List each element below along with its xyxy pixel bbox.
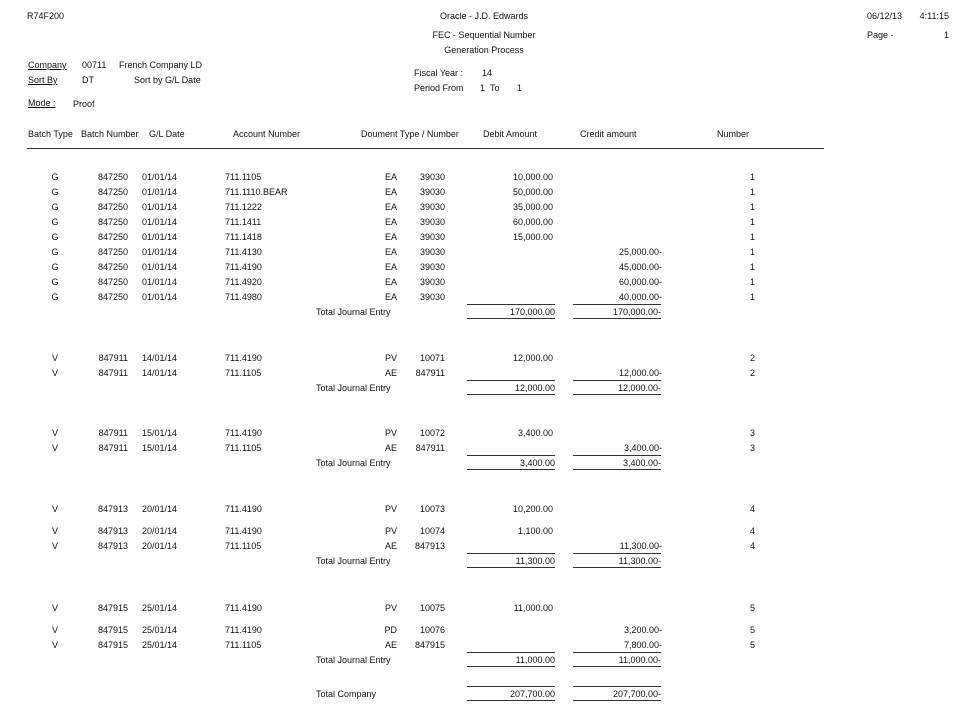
row-document-number: 10076 xyxy=(419,625,445,635)
mode-label: Mode : xyxy=(28,98,56,108)
col-account-number: Account Number xyxy=(233,129,301,139)
row-batch-number: 847250 xyxy=(97,172,128,182)
row-account-number: 711.1222 xyxy=(225,202,262,212)
row-gl-date: 01/01/14 xyxy=(142,277,178,287)
row-debit-amount: 15,000.00 xyxy=(512,232,553,242)
row-batch-number: 847911 xyxy=(98,428,128,438)
report-time: 4:11:15 xyxy=(919,11,949,21)
row-batch-number: 847915 xyxy=(97,640,128,650)
row-sequence-number: 1 xyxy=(749,262,755,272)
row-credit-amount: 40,000.00- xyxy=(618,292,662,302)
row-batch-type: G xyxy=(51,202,59,212)
row-batch-type: V xyxy=(51,541,58,551)
row-debit-amount: 3,400.00 xyxy=(517,428,553,438)
col-gl-date: G/L Date xyxy=(149,129,185,139)
row-batch-number: 847250 xyxy=(97,247,128,257)
row-account-number: 711.1411 xyxy=(225,217,262,227)
row-sequence-number: 4 xyxy=(749,526,755,536)
row-sequence-number: 1 xyxy=(749,292,755,302)
row-document-number: 39030 xyxy=(419,247,445,257)
row-document-number: 847911 xyxy=(415,368,445,378)
row-sequence-number: 5 xyxy=(749,625,755,635)
row-gl-date: 01/01/14 xyxy=(142,202,178,212)
row-batch-number: 847250 xyxy=(97,292,128,302)
sort-label: Sort By xyxy=(28,75,58,85)
journal-total-label: Total Journal Entry xyxy=(316,307,391,317)
row-batch-type: G xyxy=(51,247,59,257)
journal-total-credit: 11,300.00- xyxy=(573,556,661,566)
row-batch-number: 847911 xyxy=(98,368,128,378)
row-document-number: 39030 xyxy=(419,172,445,182)
row-document-number: 10072 xyxy=(419,428,445,438)
row-document-type: PD xyxy=(384,625,397,635)
row-gl-date: 20/01/14 xyxy=(142,504,178,514)
row-document-number: 39030 xyxy=(419,217,445,227)
row-document-number: 847911 xyxy=(415,443,445,453)
row-gl-date: 01/01/14 xyxy=(142,172,178,182)
row-document-type: EA xyxy=(384,202,397,212)
row-sequence-number: 1 xyxy=(749,247,755,257)
period-from: 1 xyxy=(480,83,486,93)
row-sequence-number: 2 xyxy=(749,353,755,363)
report-title: FEC - Sequential Number xyxy=(432,30,536,40)
row-account-number: 711.1418 xyxy=(225,232,262,242)
row-document-type: AE xyxy=(384,541,397,551)
row-document-number: 39030 xyxy=(419,202,445,212)
row-document-type: EA xyxy=(384,277,397,287)
row-batch-type: V xyxy=(51,443,58,453)
row-account-number: 711.4190 xyxy=(225,625,262,635)
row-batch-type: G xyxy=(51,277,59,287)
row-document-type: EA xyxy=(384,172,397,182)
row-batch-number: 847250 xyxy=(97,232,128,242)
row-debit-amount: 12,000.00 xyxy=(512,353,553,363)
company-total-label: Total Company xyxy=(316,689,377,699)
row-document-number: 10073 xyxy=(419,504,445,514)
row-batch-number: 847911 xyxy=(98,443,128,453)
col-document-type-number: Doument Type / Number xyxy=(361,129,459,139)
row-account-number: 711.4190 xyxy=(225,603,262,613)
journal-total-debit: 3,400.00 xyxy=(467,458,555,468)
row-sequence-number: 5 xyxy=(749,640,755,650)
row-credit-amount: 25,000.00- xyxy=(618,247,662,257)
mode-value: Proof xyxy=(73,99,95,109)
row-batch-type: V xyxy=(51,526,58,536)
row-document-number: 39030 xyxy=(419,277,445,287)
row-debit-amount: 10,200.00 xyxy=(512,504,553,514)
row-debit-amount: 1,100.00 xyxy=(517,526,553,536)
row-gl-date: 01/01/14 xyxy=(142,262,178,272)
row-document-number: 39030 xyxy=(419,232,445,242)
row-batch-number: 847915 xyxy=(97,625,128,635)
row-credit-amount: 7,800.00- xyxy=(623,640,662,650)
journal-total-debit: 11,000.00 xyxy=(467,655,555,665)
row-batch-type: G xyxy=(51,262,59,272)
row-debit-amount: 50,000.00 xyxy=(512,187,553,197)
row-account-number: 711.4190 xyxy=(225,428,262,438)
journal-total-label: Total Journal Entry xyxy=(316,383,391,393)
row-account-number: 711.1105 xyxy=(225,368,262,378)
col-debit-amount: Debit Amount xyxy=(483,129,538,139)
page-label: Page - xyxy=(867,30,894,40)
period-to: 1 xyxy=(517,83,523,93)
row-debit-amount: 35,000.00 xyxy=(512,202,553,212)
row-gl-date: 15/01/14 xyxy=(142,428,178,438)
row-document-type: PV xyxy=(384,526,397,536)
fiscal-year-value: 14 xyxy=(482,68,493,78)
row-document-type: AE xyxy=(384,640,397,650)
row-batch-number: 847913 xyxy=(97,526,128,536)
sort-code: DT xyxy=(82,75,94,85)
journal-total-credit: 11,000.00- xyxy=(573,655,661,665)
row-gl-date: 25/01/14 xyxy=(142,603,178,613)
row-batch-type: G xyxy=(51,292,59,302)
row-batch-number: 847911 xyxy=(98,353,128,363)
row-gl-date: 14/01/14 xyxy=(142,353,178,363)
row-batch-type: V xyxy=(51,625,58,635)
row-gl-date: 01/01/14 xyxy=(142,187,178,197)
row-batch-number: 847250 xyxy=(97,187,128,197)
row-document-type: EA xyxy=(384,262,397,272)
row-account-number: 711.1105 xyxy=(225,640,262,650)
company-name: French Company LD xyxy=(119,60,203,70)
row-credit-amount: 60,000.00- xyxy=(618,277,662,287)
journal-total-debit: 12,000.00 xyxy=(467,383,555,393)
row-account-number: 711.4980 xyxy=(225,292,262,302)
row-credit-amount: 3,400.00- xyxy=(623,443,662,453)
row-sequence-number: 4 xyxy=(749,541,755,551)
row-gl-date: 01/01/14 xyxy=(142,217,178,227)
journal-total-debit: 11,300.00 xyxy=(467,556,555,566)
row-gl-date: 25/01/14 xyxy=(142,640,178,650)
row-document-number: 10071 xyxy=(419,353,445,363)
row-batch-number: 847913 xyxy=(97,504,128,514)
row-sequence-number: 3 xyxy=(749,443,755,453)
report-date: 06/12/13 xyxy=(867,11,903,21)
row-document-type: EA xyxy=(384,187,397,197)
row-batch-number: 847913 xyxy=(97,541,128,551)
company-label: Company xyxy=(28,60,67,70)
journal-total-label: Total Journal Entry xyxy=(316,458,391,468)
row-account-number: 711.4190 xyxy=(225,526,262,536)
row-document-type: PV xyxy=(384,428,397,438)
row-document-type: PV xyxy=(384,353,397,363)
row-gl-date: 20/01/14 xyxy=(142,526,178,536)
row-account-number: 711.4190 xyxy=(225,353,262,363)
company-code: 00711 xyxy=(82,60,107,70)
row-account-number: 711.4190 xyxy=(225,262,262,272)
report-subtitle: Generation Process xyxy=(444,45,524,55)
row-document-number: 10075 xyxy=(419,603,445,613)
row-credit-amount: 45,000.00- xyxy=(618,262,662,272)
row-credit-amount: 3,200.00- xyxy=(623,625,662,635)
row-sequence-number: 1 xyxy=(749,277,755,287)
row-batch-type: G xyxy=(51,187,59,197)
row-batch-type: V xyxy=(51,504,58,514)
row-batch-type: G xyxy=(51,172,59,182)
row-document-type: EA xyxy=(384,292,397,302)
sort-description: Sort by G/L Date xyxy=(134,75,201,85)
row-document-type: PV xyxy=(384,603,397,613)
header-divider xyxy=(27,148,824,149)
journal-total-label: Total Journal Entry xyxy=(316,655,391,665)
row-batch-type: V xyxy=(51,353,58,363)
row-gl-date: 15/01/14 xyxy=(142,443,178,453)
row-gl-date: 01/01/14 xyxy=(142,247,178,257)
row-gl-date: 01/01/14 xyxy=(142,292,178,302)
row-gl-date: 20/01/14 xyxy=(142,541,178,551)
row-batch-number: 847250 xyxy=(97,217,128,227)
page-number: 1 xyxy=(943,30,949,40)
row-document-number: 847915 xyxy=(414,640,445,650)
journal-total-debit: 170,000.00 xyxy=(467,307,555,317)
row-debit-amount: 60,000.00 xyxy=(512,217,553,227)
row-batch-type: G xyxy=(51,217,59,227)
row-batch-type: V xyxy=(51,640,58,650)
row-credit-amount: 11,300.00- xyxy=(619,541,662,551)
row-account-number: 711.1110.BEAR xyxy=(225,187,288,197)
period-label: Period From xyxy=(414,83,464,93)
row-batch-type: V xyxy=(51,428,58,438)
row-batch-type: V xyxy=(51,368,58,378)
row-sequence-number: 1 xyxy=(749,217,755,227)
row-gl-date: 14/01/14 xyxy=(142,368,178,378)
company-total-debit: 207,700.00 xyxy=(467,689,555,699)
row-account-number: 711.1105 xyxy=(225,172,262,182)
row-document-type: AE xyxy=(384,443,397,453)
row-batch-number: 847250 xyxy=(97,262,128,272)
row-batch-type: G xyxy=(51,232,59,242)
row-batch-number: 847250 xyxy=(97,202,128,212)
row-document-type: AE xyxy=(384,368,397,378)
col-credit-amount: Credit amount xyxy=(580,129,637,139)
row-account-number: 711.4190 xyxy=(225,504,262,514)
row-batch-type: V xyxy=(51,603,58,613)
period-to-label: To xyxy=(490,83,500,93)
journal-total-credit: 12,000.00- xyxy=(573,383,661,393)
col-batch-type: Batch Type xyxy=(28,129,73,139)
row-account-number: 711.4920 xyxy=(225,277,262,287)
row-sequence-number: 1 xyxy=(749,202,755,212)
row-document-number: 10074 xyxy=(419,526,445,536)
row-document-number: 39030 xyxy=(419,187,445,197)
vendor-name: Oracle - J.D. Edwards xyxy=(439,11,529,21)
col-number: Number xyxy=(717,129,750,139)
row-document-number: 39030 xyxy=(419,262,445,272)
row-account-number: 711.1105 xyxy=(225,541,262,551)
row-account-number: 711.4130 xyxy=(225,247,262,257)
company-total-credit: 207,700.00- xyxy=(573,689,661,699)
journal-total-credit: 3,400.00- xyxy=(573,458,661,468)
row-document-number: 39030 xyxy=(419,292,445,302)
row-sequence-number: 4 xyxy=(749,504,755,514)
row-debit-amount: 11,000.00 xyxy=(513,603,553,613)
row-sequence-number: 2 xyxy=(749,368,755,378)
row-document-type: EA xyxy=(384,232,397,242)
row-document-type: PV xyxy=(384,504,397,514)
row-gl-date: 25/01/14 xyxy=(142,625,178,635)
col-batch-number: Batch Number xyxy=(81,129,139,139)
row-credit-amount: 12,000.00- xyxy=(618,368,662,378)
row-batch-number: 847250 xyxy=(97,277,128,287)
row-account-number: 711.1105 xyxy=(225,443,262,453)
row-document-type: EA xyxy=(384,217,397,227)
row-gl-date: 01/01/14 xyxy=(142,232,178,242)
row-document-type: EA xyxy=(384,247,397,257)
row-sequence-number: 1 xyxy=(749,172,755,182)
journal-total-credit: 170,000.00- xyxy=(573,307,661,317)
row-sequence-number: 1 xyxy=(749,187,755,197)
row-sequence-number: 5 xyxy=(749,603,755,613)
row-document-number: 847913 xyxy=(414,541,445,551)
row-batch-number: 847915 xyxy=(97,603,128,613)
journal-total-label: Total Journal Entry xyxy=(316,556,391,566)
row-debit-amount: 10,000.00 xyxy=(512,172,553,182)
row-sequence-number: 3 xyxy=(749,428,755,438)
program-id: R74F200 xyxy=(27,11,65,21)
fiscal-year-label: Fiscal Year : xyxy=(414,68,464,78)
row-sequence-number: 1 xyxy=(749,232,755,242)
